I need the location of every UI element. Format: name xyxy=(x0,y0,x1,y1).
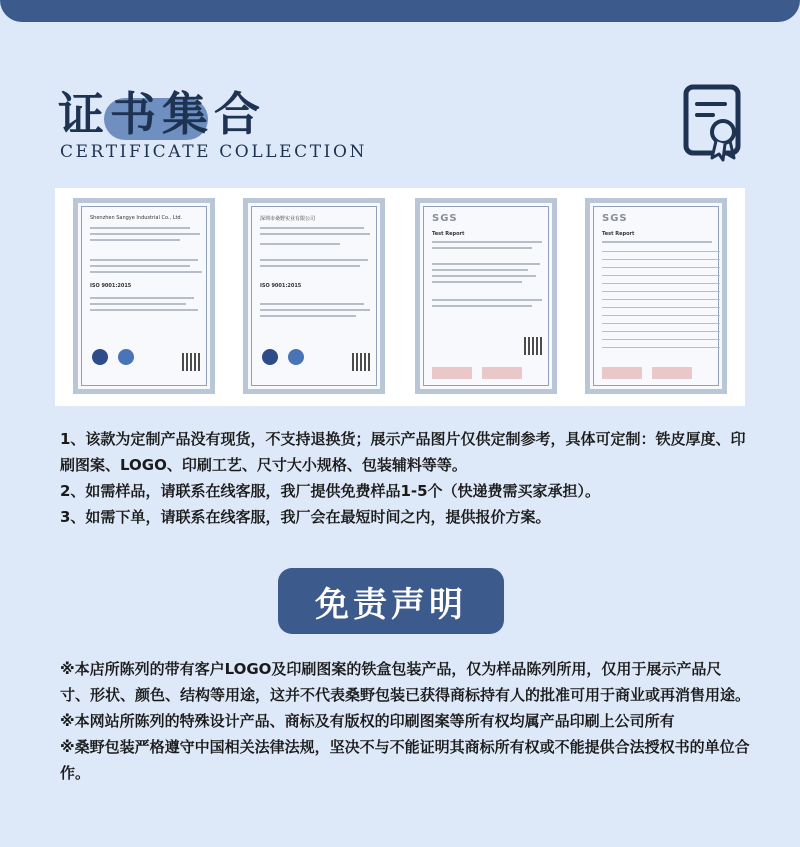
qr-code-icon xyxy=(182,353,200,371)
page-title xyxy=(58,78,266,144)
ukas-badge-icon xyxy=(92,349,108,365)
stamp-icon xyxy=(482,367,522,379)
note-item: 3、如需下单，请联系在线客服，我厂会在最短时间之内，提供报价方案。 xyxy=(60,508,551,526)
certificate-standard: Test Report xyxy=(432,231,465,237)
top-banner xyxy=(0,0,800,22)
section-title-block xyxy=(58,78,266,144)
certificate-gallery xyxy=(55,188,745,406)
certificate-standard: ISO 9001:2015 xyxy=(260,283,302,289)
iaf-badge-icon xyxy=(118,349,134,365)
certificate-standard: Test Report xyxy=(602,231,635,237)
notes-list xyxy=(60,426,750,530)
sgs-logo: SGS xyxy=(602,213,628,224)
certificate-issuer: Shenzhen Sangye Industrial Co., Ltd. xyxy=(90,215,183,221)
disclaimer-item: ※本店所陈列的带有客户LOGO及印刷图案的铁盒包装产品，仅为样品陈列所用，仅用于展示产品尺寸、形状、颜色、结构等用途，这并不代表桑野包装已获得商标持有人的批准可用于商业或再消售用途。 xyxy=(60,660,751,704)
certificate-sgs-report-1[interactable] xyxy=(415,198,557,394)
certificate-award-icon xyxy=(683,84,745,162)
note-item: 1、该款为定制产品没有现货，不支持退换货；展示产品图片仅供定制参考，具体可定制：铁皮厚度、印刷图案、LOGO、印刷工艺、尺寸大小规格、包装辅料等等。 xyxy=(60,430,746,474)
qr-code-icon xyxy=(352,353,370,371)
disclaimer-title: 免责声明 xyxy=(278,568,504,634)
page-title-text: 证书集合 xyxy=(58,87,266,141)
note-item: 2、如需样品，请联系在线客服，我厂提供免费样品1-5个（快递费需买家承担）。 xyxy=(60,482,601,500)
stamp-icon xyxy=(652,367,692,379)
stamp-icon xyxy=(432,367,472,379)
iaf-badge-icon xyxy=(288,349,304,365)
certificate-iso-en[interactable] xyxy=(73,198,215,394)
disclaimer-item: ※本网站所陈列的特殊设计产品、商标及有版权的印刷图案等所有权均属产品印刷上公司所有 xyxy=(60,712,675,730)
certificate-issuer: 深圳市桑野实业有限公司 xyxy=(260,216,316,222)
ukas-badge-icon xyxy=(262,349,278,365)
certificate-standard: ISO 9001:2015 xyxy=(90,283,132,289)
disclaimer-item: ※桑野包装严格遵守中国相关法律法规，坚决不与不能证明其商标所有权或不能提供合法授权书的单位合作。 xyxy=(60,738,750,782)
page-subtitle: CERTIFICATE COLLECTION xyxy=(60,142,367,162)
certificate-iso-cn[interactable] xyxy=(243,198,385,394)
stamp-icon xyxy=(602,367,642,379)
disclaimer-list xyxy=(60,656,750,786)
certificate-sgs-report-2[interactable] xyxy=(585,198,727,394)
sgs-logo: SGS xyxy=(432,213,458,224)
qr-code-icon xyxy=(524,337,542,355)
